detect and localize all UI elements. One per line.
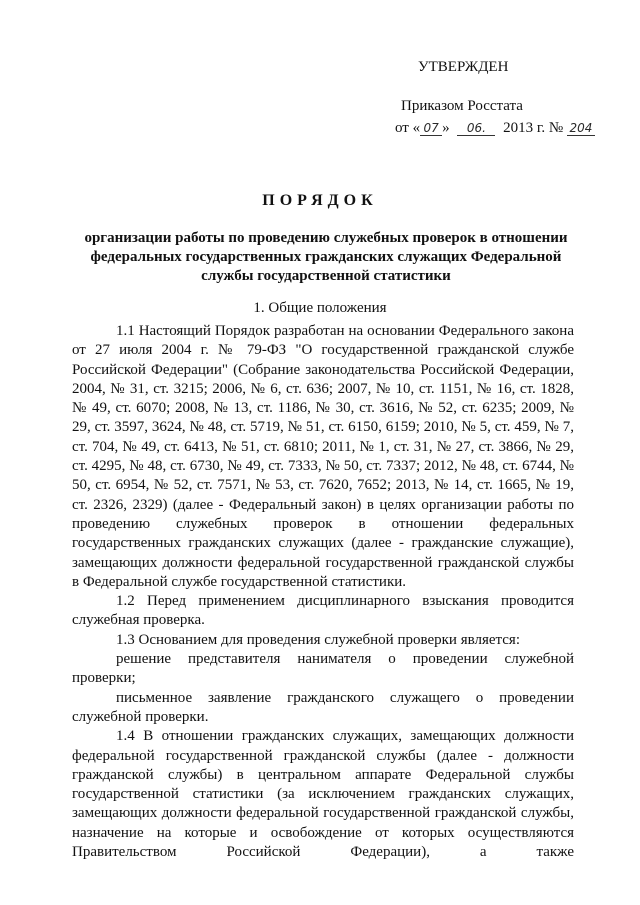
date-year: 2013 г. № — [503, 120, 564, 136]
approval-block — [395, 56, 625, 139]
paragraph-1-1: 1.1 Настоящий Порядок разработан на основании Федерального закона от 27 июля 2004 г. № 79-ФЗ "О государственной гражданской службе Российской Федерации" (Собрание законодательства Российской Федерации, 2004, № 31, ст. 3215; 2006, № 6, ст. 636; 2007, № 10, ст. 1151, № 16, ст. 1828, № 49, ст. 6070; 2008, № 13, ст. 1186, № 30, ст. 3616, № 52, ст. 6235; 2009, № 29, ст. 3597, 3624, № 48, ст. 5719, № 51, ст. 6150, 6159; 2010, № 5, ст. 459, № 7, ст. 704, № 49, ст. 6413, № 51, ст. 6810; 2011, № 1, ст. 31, № 27, ст. 3866, № 29, ст. 4295, № 48, ст. 6730, № 49, ст. 7333, № 50, ст. 7337; 2012, № 48, ст. 6744, № 50, ст. 6954, № 52, ст. 7571, № 53, ст. 7620, 7652; 2013, № 14, ст. 1665, № 19, ст. 2326, 2329) (далее - Федеральный закон) в целях организации работы по проведению служебных проверок в отношении федеральных государственных гражданских служащих (далее - гражданские служащие), замещающих должности федеральной государственной гражданской службы в Федеральной службе государственной статистики. — [72, 323, 574, 590]
paragraph-1-2: 1.2 Перед применением дисциплинарного взыскания проводится служебная проверка. — [72, 593, 574, 629]
handwritten-order-number: 204 — [567, 121, 595, 136]
document-body — [72, 322, 574, 862]
paragraph-1-3: 1.3 Основанием для проведения служебной проверки является: — [116, 631, 520, 648]
date-prefix: от « — [395, 120, 421, 136]
paragraph-basis-1: решение представителя нанимателя о проведении служебной проверки; — [72, 651, 574, 687]
document-title: ПОРЯДОК — [262, 192, 378, 209]
order-label: Приказом Росстата — [401, 98, 523, 114]
handwritten-day: 07 — [420, 121, 442, 136]
paragraph-basis-2: письменное заявление гражданского служащего о проведении служебной проверки. — [72, 689, 574, 725]
handwritten-month: 06. — [457, 121, 495, 136]
document-subtitle: организации работы по проведению служебных проверок в отношении федеральных государственных гражданских служащих Федеральной службы государственной статистики — [84, 230, 568, 284]
date-mid: » — [442, 120, 450, 136]
section-heading: 1. Общие положения — [253, 300, 387, 316]
order-date-line — [395, 117, 625, 139]
approved-label: УТВЕРЖДЕН — [418, 59, 509, 75]
paragraph-1-4: 1.4 В отношении гражданских служащих, замещающих должности федеральной государственной гражданской службы (далее - должности гражданской службы) в центральном аппарате Федеральной службы государственной статистики (за исключением гражданских служащих, замещающих должности федеральной государственной гражданской службы, назначение на которые и освобождение от которых осуществляются Правительством Российской Федерации), а также — [72, 728, 574, 861]
